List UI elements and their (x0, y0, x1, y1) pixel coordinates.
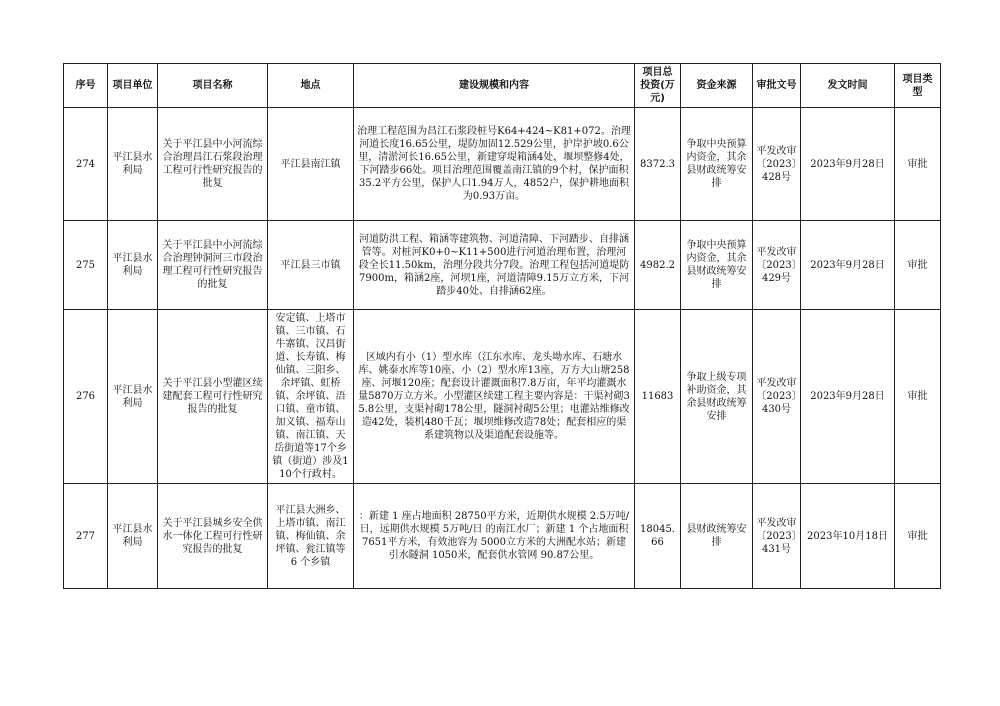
cell-no: 274 (64, 108, 108, 221)
header-row (64, 64, 941, 108)
cell-content: ：新建 1 座占地面积 28750平方米，近期供水规模 2.5万吨/日，远期供水规模 5万吨/日 的南江水厂；新建 1 个占地面积 7651平方米，有效池容为 5000立方米的大洲配水站；新建引水隧洞 1050米，配套供水管网 90.87公里。 (354, 484, 635, 589)
cell-type: 审批 (895, 310, 941, 484)
cell-name: 关于平江县城乡安全供水一体化工程可行性研究报告的批复 (158, 484, 268, 589)
cell-type: 审批 (895, 108, 941, 221)
cell-approval: 平发改审〔2023〕430号 (753, 310, 801, 484)
cell-location: 平江县南江镇 (268, 108, 354, 221)
cell-investment: 4982.2 (635, 221, 681, 310)
header-type: 项目类型 (895, 64, 941, 108)
cell-funding: 争取中央预算内资金，其余县财政统筹安排 (681, 108, 753, 221)
cell-content: 区域内有小（1）型水库（江东水库、龙头坳水库、石塘水库、姚泰水库等10座、小（2）型水库13座，万方大山塘258座、河堰120座；配套设计灌溉面积7.8万亩，年平均灌溉水量5870万立方米。小型灌区续建工程主要内容是：干渠衬砌35.8公里，支渠衬砌178公里，隧洞衬砌5公里；电灌站维修改造42处，装机480千瓦；堰坝维修改造78处；配套相应的渠系建筑物以及渠道配套设施等。 (354, 310, 635, 484)
header-location: 地点 (268, 64, 354, 108)
cell-date: 2023年10月18日 (801, 484, 895, 589)
cell-date: 2023年9月28日 (801, 310, 895, 484)
header-investment: 项目总投资(万元) (635, 64, 681, 108)
cell-unit: 平江县水利局 (108, 221, 158, 310)
cell-content: 河道防洪工程、箱涵等建筑物、河道清障、下河踏步、自排涵管等。对桩河K0+0~K11+500进行河道治理布置，治理河段全长11.50km，治理分段共分7段。治理工程包括河道堤防7900m，箱涵2座，河坝1座，河道清障9.15万立方米，下河踏步40处、自排涵62座。 (354, 221, 635, 310)
cell-no: 275 (64, 221, 108, 310)
cell-approval: 平发改审〔2023〕428号 (753, 108, 801, 221)
header-funding: 资金来源 (681, 64, 753, 108)
cell-funding: 争取中央预算内资金，其余县财政统筹安排 (681, 221, 753, 310)
cell-name: 关于平江县中小河流综合治理昌江石浆段治理工程可行性研究报告的批复 (158, 108, 268, 221)
cell-location: 平江县三市镇 (268, 221, 354, 310)
cell-location: 平江县大洲乡、上塔市镇、南江镇、梅仙镇、余坪镇、瓮江镇等 6 个乡镇 (268, 484, 354, 589)
cell-location: 安定镇、上塔市镇、三市镇、石牛寨镇、汉昌街道、长寿镇、梅仙镇、三阳乡、余坪镇、虹桥镇、余坪镇、浯口镇、童市镇、加义镇、福寿山镇、南江镇、天岳街道等17个乡镇（街道）涉及110个行政村。 (268, 310, 354, 484)
cell-no: 276 (64, 310, 108, 484)
cell-unit: 平江县水利局 (108, 310, 158, 484)
cell-name: 关于平江县小型灌区续建配套工程可行性研究报告的批复 (158, 310, 268, 484)
table-row (64, 221, 941, 310)
cell-unit: 平江县水利局 (108, 484, 158, 589)
header-content: 建设规模和内容 (354, 64, 635, 108)
header-approval: 审批文号 (753, 64, 801, 108)
cell-no: 277 (64, 484, 108, 589)
cell-content: 治理工程范围为昌江石浆段桩号K64+424~K81+072。治理河道长度16.65公里，堤防加固12.529公里，护岸护坡0.6公里，清淤河长16.65公里，新建穿堤箱涵4处，堰坝整修4处，下河踏步66处。项目治理范围覆盖南江镇的9个村，保护面积35.2平方公里，保护人口1.94万人，4852户，保护耕地面积为0.93万亩。 (354, 108, 635, 221)
cell-funding: 争取上级专项补助资金，其余县财政统筹安排 (681, 310, 753, 484)
cell-investment: 18045.66 (635, 484, 681, 589)
header-date: 发文时间 (801, 64, 895, 108)
approval-table (63, 63, 941, 589)
header-no: 序号 (64, 64, 108, 108)
cell-approval: 平发改审〔2023〕431号 (753, 484, 801, 589)
cell-type: 审批 (895, 221, 941, 310)
cell-date: 2023年9月28日 (801, 221, 895, 310)
cell-unit: 平江县水利局 (108, 108, 158, 221)
header-name: 项目名称 (158, 64, 268, 108)
header-unit: 项目单位 (108, 64, 158, 108)
table-row (64, 484, 941, 589)
table-row (64, 310, 941, 484)
cell-investment: 8372.3 (635, 108, 681, 221)
cell-type: 审批 (895, 484, 941, 589)
cell-name: 关于平江县中小河流综合治理钟洞河三市段治理工程可行性研究报告的批复 (158, 221, 268, 310)
cell-funding: 县财政统筹安排 (681, 484, 753, 589)
cell-date: 2023年9月28日 (801, 108, 895, 221)
table-row (64, 108, 941, 221)
cell-investment: 11683 (635, 310, 681, 484)
cell-approval: 平发改审〔2023〕429号 (753, 221, 801, 310)
